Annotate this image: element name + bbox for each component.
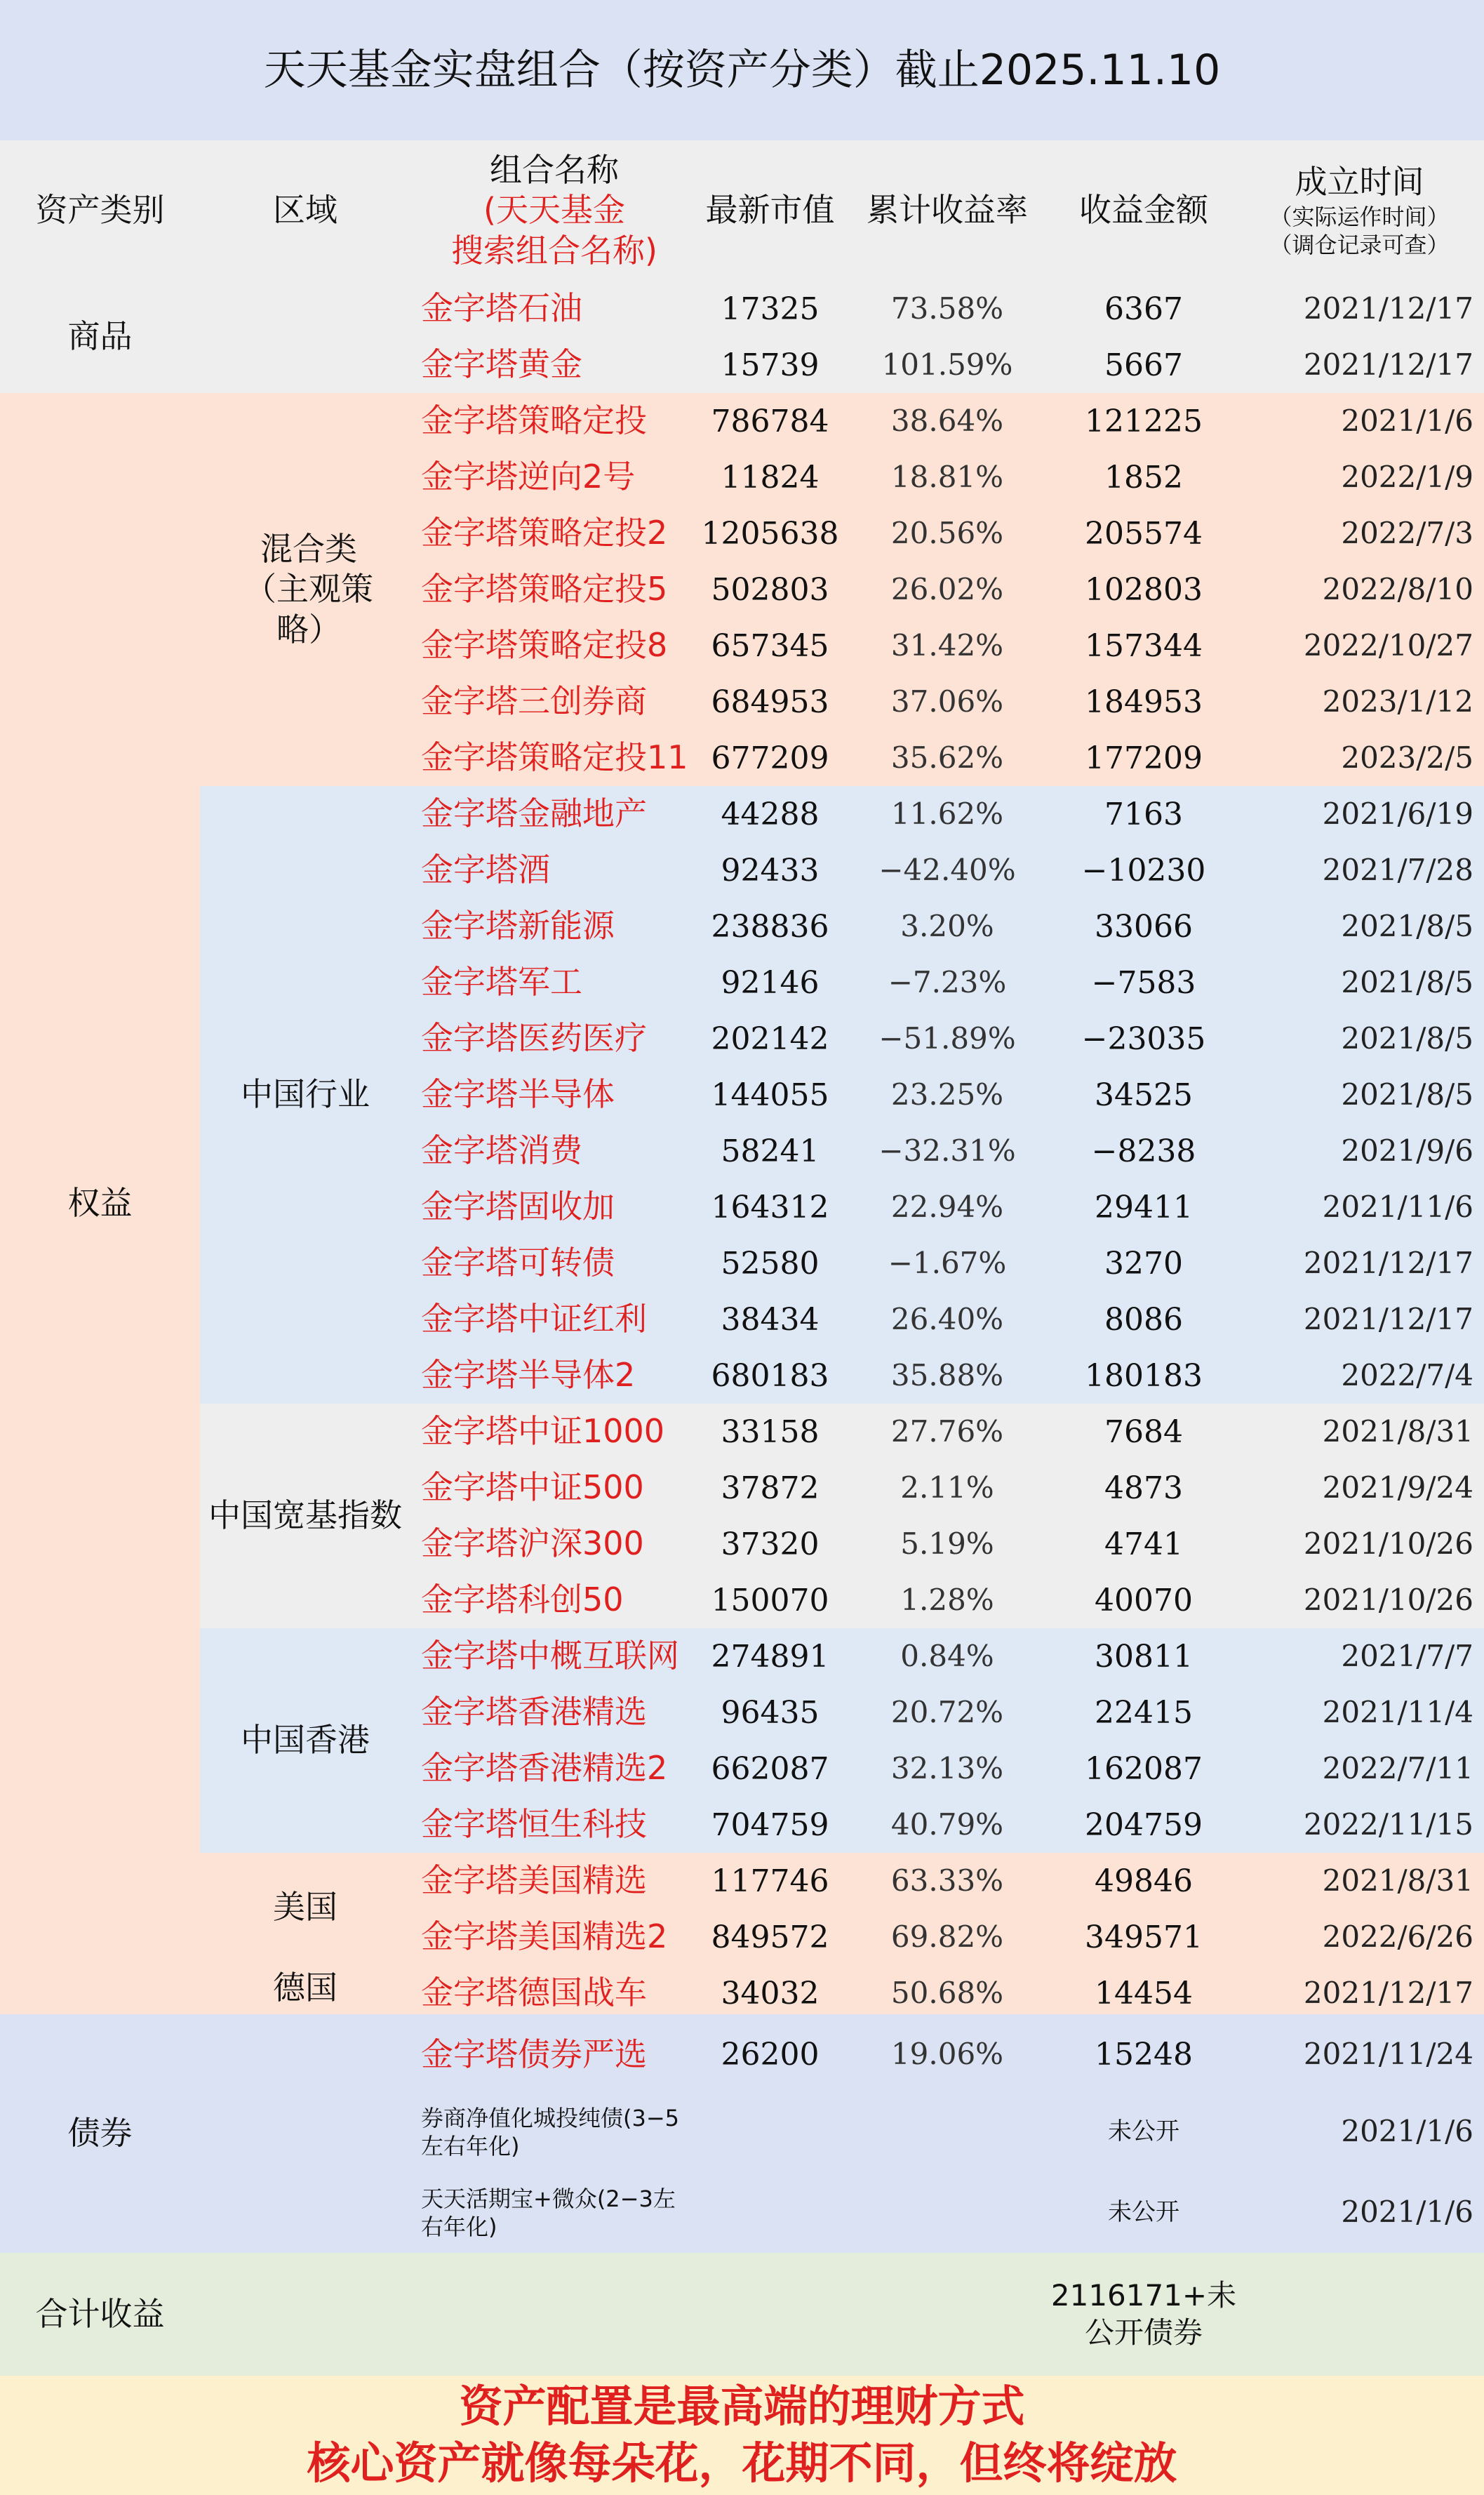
inception-date: 2021/7/7 <box>1341 1638 1473 1673</box>
portfolio-name: 金字塔酒 <box>421 851 550 889</box>
region-china-broad-index: 中国宽基指数 <box>208 1496 402 1535</box>
return-rate: 27.76% <box>890 1413 1004 1449</box>
portfolio-name: 金字塔固收加 <box>421 1187 615 1226</box>
portfolio-name: 金字塔中证红利 <box>421 1300 647 1338</box>
region-mixed: 混合类 （主观策略） <box>244 529 373 648</box>
profit-amount: 349571 <box>1085 1919 1203 1955</box>
profit-amount: 204759 <box>1085 1807 1203 1843</box>
profit-amount: 30811 <box>1095 1638 1193 1675</box>
portfolio-name: 金字塔香港精选 <box>421 1693 647 1731</box>
profit-amount: −8238 <box>1091 1133 1196 1169</box>
portfolio-name: 金字塔中证1000 <box>421 1412 665 1451</box>
market-value: 1205638 <box>701 515 839 552</box>
region-usa: 美国 <box>273 1887 337 1926</box>
return-rate <box>842 2091 1052 2172</box>
return-rate: 26.02% <box>890 571 1004 606</box>
market-value: 786784 <box>711 403 829 439</box>
profit-amount: 5667 <box>1104 347 1183 383</box>
return-rate: 1.28% <box>900 1582 994 1617</box>
profit-amount: 1852 <box>1104 459 1183 495</box>
header-name-line3: 搜索组合名称) <box>451 231 657 270</box>
return-rate: 50.68% <box>890 1975 1004 2010</box>
profit-amount: 4741 <box>1104 1526 1183 1562</box>
market-value: 37320 <box>721 1526 820 1562</box>
return-rate: 63.33% <box>890 1863 1004 1898</box>
inception-date: 2021/9/6 <box>1341 1133 1473 1168</box>
inception-date: 2021/8/5 <box>1341 908 1473 943</box>
inception-date: 2022/6/26 <box>1322 1919 1473 1954</box>
portfolio-name: 金字塔三创券商 <box>421 682 647 721</box>
return-rate: 26.40% <box>890 1301 1004 1336</box>
category-bond: 债券 <box>67 2114 133 2153</box>
inception-date: 2021/8/5 <box>1341 964 1473 999</box>
return-rate: 3.20% <box>900 908 994 943</box>
market-value: 680183 <box>711 1357 829 1394</box>
market-value: 34032 <box>721 1975 820 2011</box>
market-value: 17325 <box>721 291 820 327</box>
inception-date: 2021/6/19 <box>1322 796 1473 831</box>
return-rate: 23.25% <box>890 1077 1004 1112</box>
inception-date: 2021/1/6 <box>1341 2195 1473 2230</box>
market-value: 117746 <box>711 1863 829 1899</box>
profit-amount: 205574 <box>1085 515 1203 552</box>
return-rate: 35.62% <box>890 740 1004 775</box>
inception-date: 2022/1/9 <box>1341 459 1473 494</box>
return-rate: 0.84% <box>900 1638 994 1673</box>
inception-date: 2021/8/31 <box>1322 1413 1473 1449</box>
market-value: 58241 <box>721 1133 820 1169</box>
market-value: 502803 <box>711 571 829 608</box>
region-hong-kong: 中国香港 <box>241 1721 370 1759</box>
portfolio-name: 金字塔可转债 <box>421 1244 615 1282</box>
inception-date: 2021/10/26 <box>1303 1582 1473 1617</box>
market-value: 144055 <box>711 1077 829 1113</box>
return-rate: −32.31% <box>878 1133 1016 1168</box>
return-rate: 20.56% <box>890 515 1004 550</box>
market-value: 238836 <box>711 908 829 945</box>
portfolio-name: 金字塔香港精选2 <box>421 1749 668 1788</box>
market-value: 657345 <box>711 627 829 664</box>
profit-amount: 7684 <box>1104 1413 1183 1450</box>
profit-amount: 33066 <box>1095 908 1193 945</box>
market-value: 52580 <box>721 1245 820 1282</box>
profit-amount: 6367 <box>1104 291 1183 327</box>
profit-amount: −10230 <box>1081 852 1206 889</box>
market-value: 44288 <box>721 796 820 832</box>
profit-amount: 180183 <box>1085 1357 1203 1394</box>
profit-amount: 未公开 <box>1108 2117 1179 2146</box>
profit-amount: 40070 <box>1095 1582 1193 1618</box>
portfolio-name: 金字塔恒生科技 <box>421 1805 647 1844</box>
portfolio-name: 金字塔石油 <box>421 289 582 328</box>
portfolio-name: 金字塔沪深300 <box>421 1524 644 1563</box>
footer-slogan <box>0 2376 1484 2495</box>
header-region: 区域 <box>273 191 337 229</box>
header-inception-date <box>1235 140 1484 281</box>
profit-amount: −23035 <box>1081 1020 1206 1057</box>
total-band <box>0 2253 1484 2376</box>
header-date-line2: （实际运作时间） <box>1269 203 1450 230</box>
inception-date: 2022/11/15 <box>1303 1807 1473 1842</box>
portfolio-name: 金字塔逆向2号 <box>421 458 636 496</box>
return-rate: −42.40% <box>878 852 1016 887</box>
return-rate: 31.42% <box>890 627 1004 663</box>
return-rate: 35.88% <box>890 1357 1004 1392</box>
header-asset-class: 资产类别 <box>35 191 165 229</box>
inception-date: 2022/8/10 <box>1322 571 1473 606</box>
portfolio-name: 金字塔美国精选2 <box>421 1917 668 1956</box>
profit-amount: 3270 <box>1104 1245 1183 1282</box>
portfolio-name: 金字塔策略定投8 <box>421 626 668 665</box>
portfolio-name: 金字塔医药医疗 <box>421 1019 647 1058</box>
category-commodity: 商品 <box>67 317 133 356</box>
profit-amount: 4873 <box>1104 1470 1183 1506</box>
portfolio-name: 金字塔军工 <box>421 963 582 1002</box>
return-rate: −51.89% <box>878 1020 1016 1056</box>
return-rate: −7.23% <box>888 964 1007 999</box>
header-date-line1: 成立时间 <box>1295 163 1424 201</box>
return-rate: 19.06% <box>890 2037 1004 2072</box>
inception-date: 2021/8/31 <box>1322 1863 1473 1898</box>
profit-amount: 22415 <box>1095 1694 1193 1731</box>
footer-line2: 核心资产就像每朵花，花期不同，但终将绽放 <box>307 2437 1177 2489</box>
inception-date: 2021/11/24 <box>1303 2037 1473 2072</box>
return-rate: 32.13% <box>890 1750 1004 1785</box>
region-china-industry: 中国行业 <box>241 1075 370 1114</box>
portfolio-name: 金字塔半导体 <box>421 1075 615 1114</box>
return-rate: 40.79% <box>890 1807 1004 1842</box>
portfolio-name: 金字塔策略定投2 <box>421 514 668 552</box>
inception-date: 2021/10/26 <box>1303 1526 1473 1561</box>
market-value: 704759 <box>711 1807 829 1843</box>
profit-amount: 49846 <box>1095 1863 1193 1899</box>
profit-amount: 29411 <box>1095 1189 1193 1225</box>
return-rate: 69.82% <box>890 1919 1004 1954</box>
inception-date: 2022/7/3 <box>1341 515 1473 550</box>
market-value: 96435 <box>721 1694 820 1731</box>
inception-date: 2021/12/17 <box>1303 291 1473 326</box>
profit-amount: 102803 <box>1085 571 1203 608</box>
inception-date: 2021/9/24 <box>1322 1470 1473 1505</box>
portfolio-name: 金字塔美国精选 <box>421 1861 647 1900</box>
inception-date: 2023/1/12 <box>1322 684 1473 719</box>
category-equity: 权益 <box>67 1184 133 1223</box>
header-return-rate: 累计收益率 <box>867 191 1028 229</box>
market-value: 274891 <box>711 1638 829 1675</box>
profit-amount: 157344 <box>1085 627 1203 664</box>
inception-date: 2023/2/5 <box>1341 740 1473 775</box>
return-rate: 22.94% <box>890 1189 1004 1224</box>
market-value: 684953 <box>711 684 829 720</box>
inception-date: 2021/12/17 <box>1303 1975 1473 2010</box>
bond-name: 金字塔债券严选 <box>421 2035 647 2073</box>
return-rate: 2.11% <box>900 1470 994 1505</box>
profit-amount: 177209 <box>1085 740 1203 776</box>
market-value <box>698 2091 842 2172</box>
header-market-value: 最新市值 <box>705 191 835 229</box>
return-rate: 38.64% <box>890 403 1004 438</box>
profit-amount: 121225 <box>1085 403 1203 439</box>
market-value: 92146 <box>721 964 820 1001</box>
inception-date: 2021/1/6 <box>1341 2114 1473 2149</box>
profit-amount: 8086 <box>1104 1301 1183 1338</box>
profit-amount: 184953 <box>1085 684 1203 720</box>
market-value: 164312 <box>711 1189 829 1225</box>
profit-amount: 162087 <box>1085 1750 1203 1787</box>
return-rate: 20.72% <box>890 1694 1004 1729</box>
profit-amount: −7583 <box>1091 964 1196 1001</box>
portfolio-name: 金字塔策略定投11 <box>421 738 688 777</box>
portfolio-name: 金字塔新能源 <box>421 907 615 945</box>
inception-date: 2021/7/28 <box>1322 852 1473 887</box>
market-value: 33158 <box>721 1413 820 1450</box>
header-profit: 收益金额 <box>1079 191 1208 229</box>
portfolio-name: 金字塔中证500 <box>421 1468 644 1507</box>
inception-date: 2021/11/4 <box>1322 1694 1473 1729</box>
profit-amount: 34525 <box>1095 1077 1193 1113</box>
inception-date: 2021/8/5 <box>1341 1077 1473 1112</box>
market-value: 38434 <box>721 1301 820 1338</box>
inception-date: 2021/8/5 <box>1341 1020 1473 1056</box>
market-value: 662087 <box>711 1750 829 1787</box>
inception-date: 2021/1/6 <box>1341 403 1473 438</box>
portfolio-name: 金字塔金融地产 <box>421 794 647 833</box>
market-value: 92433 <box>721 852 820 889</box>
return-rate: 11.62% <box>890 796 1004 831</box>
market-value: 202142 <box>711 1020 829 1057</box>
portfolio-name: 金字塔黄金 <box>421 345 582 384</box>
portfolio-name: 金字塔中概互联网 <box>421 1637 679 1675</box>
return-rate <box>842 2172 1052 2253</box>
inception-date: 2022/7/11 <box>1322 1750 1473 1785</box>
market-value: 26200 <box>721 2037 820 2072</box>
return-rate: 101.59% <box>881 347 1013 382</box>
return-rate: 37.06% <box>890 684 1004 719</box>
header-portfolio-name <box>410 140 698 281</box>
market-value: 15739 <box>721 347 820 383</box>
region-germany: 德国 <box>273 1968 337 2007</box>
header-date-line3: （调仓记录可查） <box>1269 231 1450 258</box>
inception-date: 2022/7/4 <box>1341 1357 1473 1392</box>
portfolio-name: 金字塔科创50 <box>421 1581 624 1619</box>
inception-date: 2021/12/17 <box>1303 347 1473 382</box>
total-value: 2116171+未 公开债券 <box>1050 2278 1237 2350</box>
return-rate: 5.19% <box>900 1526 994 1561</box>
portfolio-name: 金字塔策略定投 <box>421 401 647 440</box>
market-value: 11824 <box>721 459 820 495</box>
profit-amount: 未公开 <box>1108 2198 1179 2227</box>
portfolio-name: 金字塔消费 <box>421 1131 582 1170</box>
profit-amount: 7163 <box>1104 796 1183 832</box>
portfolio-name: 金字塔德国战车 <box>421 1974 647 2012</box>
market-value: 37872 <box>721 1470 820 1506</box>
inception-date: 2021/12/17 <box>1303 1301 1473 1336</box>
return-rate: 18.81% <box>890 459 1004 494</box>
bond-name: 天天活期宝+微众(2−3左右年化) <box>421 2185 676 2240</box>
bond-name: 券商净值化城投纯债(3−5左右年化) <box>421 2104 680 2160</box>
category-total: 合计收益 <box>35 2294 165 2333</box>
profit-amount: 15248 <box>1095 2037 1193 2072</box>
portfolio-name: 金字塔策略定投5 <box>421 570 668 608</box>
market-value: 849572 <box>711 1919 829 1955</box>
portfolio-name: 金字塔半导体2 <box>421 1356 636 1395</box>
inception-date: 2021/12/17 <box>1303 1245 1473 1280</box>
market-value: 677209 <box>711 740 829 776</box>
profit-amount: 14454 <box>1095 1975 1193 2011</box>
return-rate: 73.58% <box>890 291 1004 326</box>
page-title: 天天基金实盘组合（按资产分类）截止2025.11.10 <box>263 45 1221 95</box>
footer-line1: 资产配置是最高端的理财方式 <box>459 2381 1025 2433</box>
market-value: 150070 <box>711 1582 829 1618</box>
market-value <box>698 2172 842 2253</box>
return-rate: −1.67% <box>888 1245 1007 1280</box>
inception-date: 2022/10/27 <box>1303 627 1473 663</box>
inception-date: 2021/11/6 <box>1322 1189 1473 1224</box>
header-name-line2: (天天基金 <box>483 191 625 229</box>
header-name-line1: 组合名称 <box>490 150 619 189</box>
